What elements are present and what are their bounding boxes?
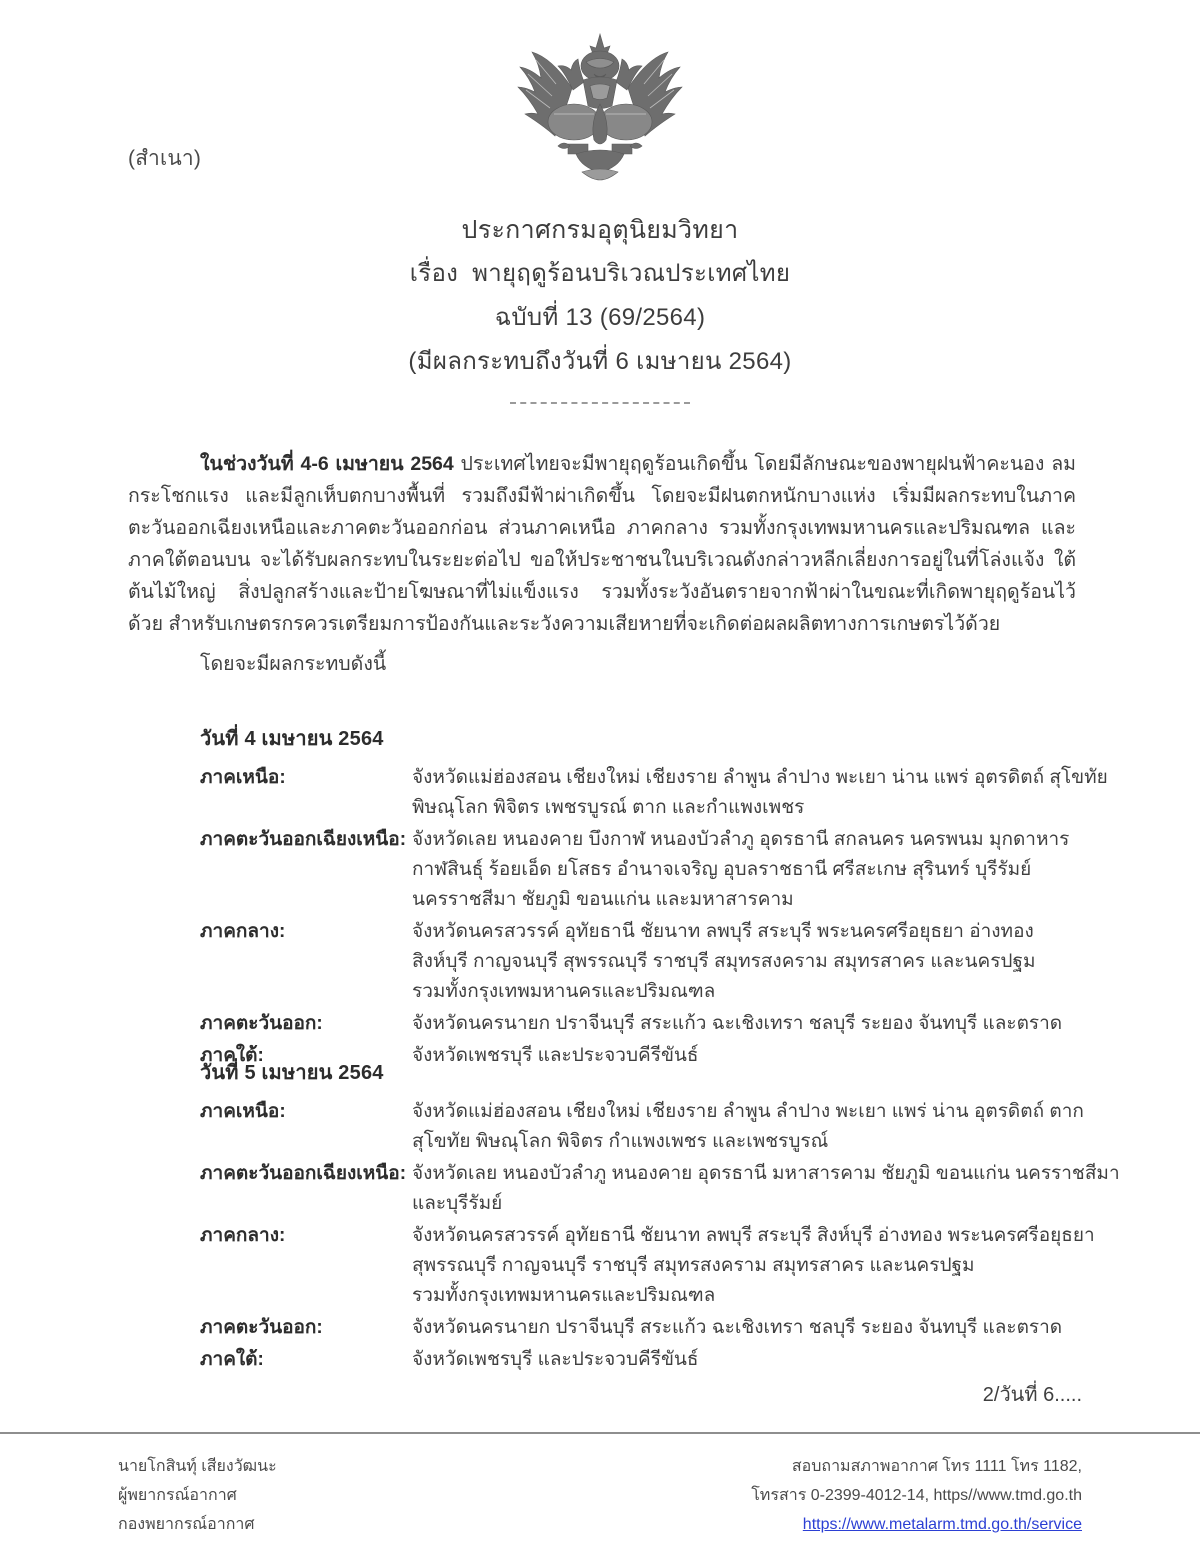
contact-phone-line: สอบถามสภาพอากาศ โทร 1111 โทร 1182,: [791, 1458, 1082, 1475]
garuda-emblem: [0, 26, 1200, 186]
day-section-4: [200, 722, 1108, 1073]
region-provinces: [412, 763, 1108, 823]
province-line: จังหวัดเลย หนองคาย บึงกาฬ หนองบัวลำภู อุดรธานี สกลนคร นครพนม มุกดาหาร: [412, 829, 1070, 850]
region-label: ภาคกลาง:: [200, 1225, 286, 1246]
region-label: ภาคใต้:: [200, 1349, 264, 1370]
province-line: จังหวัดเลย หนองบัวลำภู หนองคาย อุดรธานี มหาสารคาม ชัยภูมิ ขอนแก่น นครราชสีมา: [412, 1163, 1120, 1184]
region-row: [200, 917, 1080, 1007]
province-line: จังหวัดนครนายก ปราจีนบุรี สระแก้ว ฉะเชิงเทรา ชลบุรี ระยอง จันทบุรี และตราด: [412, 1317, 1063, 1338]
province-line: รวมทั้งกรุงเทพมหานครและปริมณฑล: [412, 1285, 716, 1306]
province-line: จังหวัดนครสวรรค์ อุทัยธานี ชัยนาท ลพบุรี สระบุรี สิงห์บุรี อ่างทอง พระนครศรีอยุธยา: [412, 1225, 1095, 1246]
day-title: วันที่ 5 เมษายน 2564: [200, 1062, 384, 1084]
province-line: นครราชสีมา ชัยภูมิ ขอนแก่น และมหาสารคาม: [412, 889, 794, 910]
province-line: จังหวัดนครสวรรค์ อุทัยธานี ชัยนาท ลพบุรี สระบุรี พระนครศรีอยุธยา อ่างทอง: [412, 921, 1034, 942]
region-label: ภาคกลาง:: [200, 921, 286, 942]
heading-line-4: (มีผลกระทบถึงวันที่ 6 เมษายน 2564): [408, 348, 792, 375]
document-footer: [0, 1452, 1200, 1567]
signatory-title: ผู้พยากรณ์อากาศ: [118, 1487, 237, 1504]
region-provinces: [412, 1159, 1120, 1219]
footer-signatory: [118, 1452, 277, 1539]
region-provinces: [412, 1345, 1080, 1375]
region-label: ภาคใต้:: [200, 1045, 264, 1066]
body-lead: ในช่วงวันที่ 4-6 เมษายน 2564: [200, 452, 454, 475]
day-title: วันที่ 4 เมษายน 2564: [200, 728, 384, 750]
region-row: [200, 763, 1108, 823]
region-provinces: [412, 1097, 1084, 1157]
region-label: ภาคเหนือ:: [200, 767, 286, 788]
signatory-division: กองพยากรณ์อากาศ: [118, 1516, 255, 1533]
region-label: ภาคตะวันออกเฉียงเหนือ:: [200, 829, 407, 850]
region-label: ภาคตะวันออก:: [200, 1317, 323, 1338]
day-section-5: [200, 1056, 1120, 1377]
region-row: [200, 825, 1080, 915]
signatory-name: นายโกสินทุ์ เสียงวัฒนะ: [118, 1458, 277, 1475]
region-row: [200, 1313, 1080, 1343]
region-provinces: [412, 1009, 1080, 1039]
copy-marker: (สำเนา): [128, 147, 202, 170]
body-text: ประเทศไทยจะมีพายุฤดูร้อนเกิดขึ้น โดยมีลักษณะของพายุฝนฟ้าคะนอง ลมกระโชกแรง และมีลูกเห็บตกบางพื้นที่ รวมถึงมีฟ้าผ่าเกิดขึ้น โดยจะมีฝนตกหนักบางแห่ง เริ่มมีผลกระทบในภาคตะวันออกเฉียงเหนือและภาคตะวันออกก่อน ส่วนภาคเหนือ ภาคกลาง รวมทั้งกรุงเทพมหานครและปริมณฑล และภาคใต้ตอนบน จะได้รับผลกระทบในระยะต่อไป ขอให้ประชาชนในบริเวณดังกล่าวหลีกเลี่ยงการอยู่ในที่โล่งแจ้ง ใต้ต้นไม้ใหญ่ สิ่งปลูกสร้างและป้ายโฆษณาที่ไม่แข็งแรง รวมทั้งระวังอันตรายจากฟ้าผ่าในขณะที่เกิดพายุฤดูร้อนไว้ด้วย สำหรับเกษตรกรควรเตรียมการป้องกันและระวังความเสียหายที่จะเกิดต่อผลผลิตทางการเกษตรไว้ด้วย: [128, 452, 1077, 635]
body-paragraph: [128, 448, 1076, 640]
region-row: [200, 1345, 1080, 1375]
province-line: จังหวัดแม่ฮ่องสอน เชียงใหม่ เชียงราย ลำพูน ลำปาง พะเยา น่าน แพร่ อุตรดิตถ์ สุโขทัย: [412, 767, 1108, 788]
footer-divider: [0, 1432, 1200, 1434]
region-label: ภาคเหนือ:: [200, 1101, 286, 1122]
province-line: จังหวัดนครนายก ปราจีนบุรี สระแก้ว ฉะเชิงเทรา ชลบุรี ระยอง จันทบุรี และตราด: [412, 1013, 1063, 1034]
footer-contact: [751, 1452, 1082, 1539]
metalarm-service-link[interactable]: https://www.metalarm.tmd.go.th/service: [802, 1516, 1082, 1533]
heading-divider: [510, 402, 690, 404]
effects-intro: โดยจะมีผลกระทบดังนี้: [200, 653, 387, 675]
region-row: [200, 1009, 1080, 1039]
province-line: สิงห์บุรี กาญจนบุรี สุพรรณบุรี ราชบุรี สมุทรสงคราม สมุทรสาคร และนครปฐม: [412, 951, 1036, 972]
region-label: ภาคตะวันออก:: [200, 1013, 323, 1034]
contact-service-link: [751, 1510, 1082, 1539]
contact-fax-line: โทรสาร 0-2399-4012-14, https//www.tmd.go.th: [751, 1487, 1082, 1504]
region-provinces: [412, 825, 1080, 915]
province-line: จังหวัดแม่ฮ่องสอน เชียงใหม่ เชียงราย ลำพูน ลำปาง พะเยา แพร่ น่าน อุตรดิตถ์ ตาก: [412, 1101, 1084, 1122]
province-line: สุโขทัย พิษณุโลก พิจิตร กำแพงเพชร และเพชรบูรณ์: [412, 1131, 829, 1152]
province-line: กาฬสินธุ์ ร้อยเอ็ด ยโสธร อำนาจเจริญ อุบลราชธานี ศรีสะเกษ สุรินทร์ บุรีรัมย์: [412, 859, 1032, 880]
region-provinces: [412, 917, 1080, 1007]
province-line: จังหวัดเพชรบุรี และประจวบคีรีขันธ์: [412, 1349, 699, 1370]
region-row: [200, 1221, 1095, 1311]
region-row: [200, 1159, 1120, 1219]
heading-line-3: ฉบับที่ 13 (69/2564): [494, 304, 706, 331]
region-label: ภาคตะวันออกเฉียงเหนือ:: [200, 1163, 407, 1184]
province-line: จังหวัดเพชรบุรี และประจวบคีรีขันธ์: [412, 1045, 699, 1066]
province-line: รวมทั้งกรุงเทพมหานครและปริมณฑล: [412, 981, 716, 1002]
province-line: สุพรรณบุรี กาญจนบุรี ราชบุรี สมุทรสงคราม สมุทรสาคร และนครปฐม: [412, 1255, 975, 1276]
region-provinces: [412, 1313, 1080, 1343]
heading-line-1: ประกาศกรมอุตุนิยมวิทยา: [461, 216, 739, 244]
document-heading: [0, 208, 1200, 384]
province-line: และบุรีรัมย์: [412, 1193, 503, 1214]
page-continuation-marker: 2/วันที่ 6.....: [982, 1384, 1082, 1406]
region-provinces: [412, 1221, 1095, 1311]
region-row: [200, 1097, 1084, 1157]
heading-line-2: เรื่อง พายุฤดูร้อนบริเวณประเทศไทย: [409, 260, 791, 287]
province-line: พิษณุโลก พิจิตร เพชรบูรณ์ ตาก และกำแพงเพชร: [412, 797, 805, 818]
